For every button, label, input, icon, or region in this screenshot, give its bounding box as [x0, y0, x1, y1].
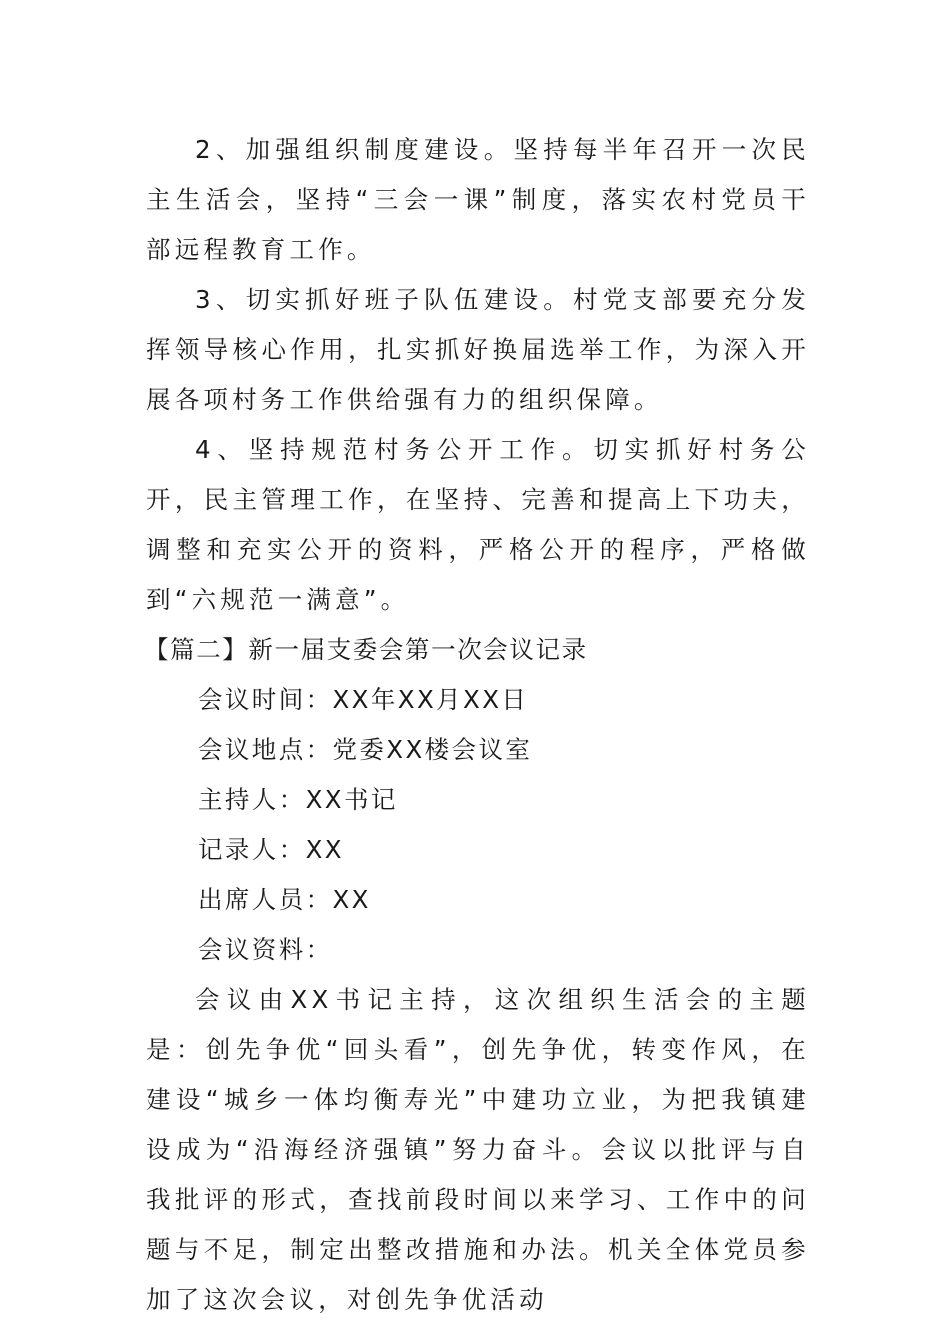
- meeting-recorder: 记录人：XX: [198, 835, 344, 864]
- meeting-attendees: 出席人员：XX: [198, 885, 371, 914]
- meeting-time: 会议时间：XX年XX月XX日: [198, 685, 529, 714]
- meeting-host: 主持人：XX书记: [198, 785, 398, 814]
- meeting-materials: 会议资料：: [198, 935, 333, 964]
- paragraph-item-4: 4、坚持规范村务公开工作。切实抓好村务公开，民主管理工作，在坚持、完善和提高上下功夫，调整和充实公开的资料，严格公开的程序，严格做到“六规范一满意”。: [146, 435, 810, 614]
- document-page: [146, 125, 810, 1325]
- section-heading: 【篇二】新一届支委会第一次会议记录: [144, 635, 588, 664]
- meeting-location: 会议地点：党委XX楼会议室: [198, 735, 533, 764]
- paragraph-item-3: 3、切实抓好班子队伍建设。村党支部要充分发挥领导核心作用，扎实抓好换届选举工作，为深入开展各项村务工作供给强有力的组织保障。: [146, 285, 810, 414]
- meeting-body-paragraph: 会议由XX书记主持，这次组织生活会的主题是：创先争优“回头看”，创先争优，转变作风，在建设“城乡一体均衡寿光”中建功立业，为把我镇建设成为“沿海经济强镇”努力奋斗。会议以批评与自我批评的形式，查找前段时间以来学习、工作中的问题与不足，制定出整改措施和办法。机关全体党员参加了这次会议，对创先争优活动: [146, 985, 810, 1314]
- paragraph-item-2: 2、加强组织制度建设。坚持每半年召开一次民主生活会，坚持“三会一课”制度，落实农村党员干部远程教育工作。: [146, 135, 810, 264]
